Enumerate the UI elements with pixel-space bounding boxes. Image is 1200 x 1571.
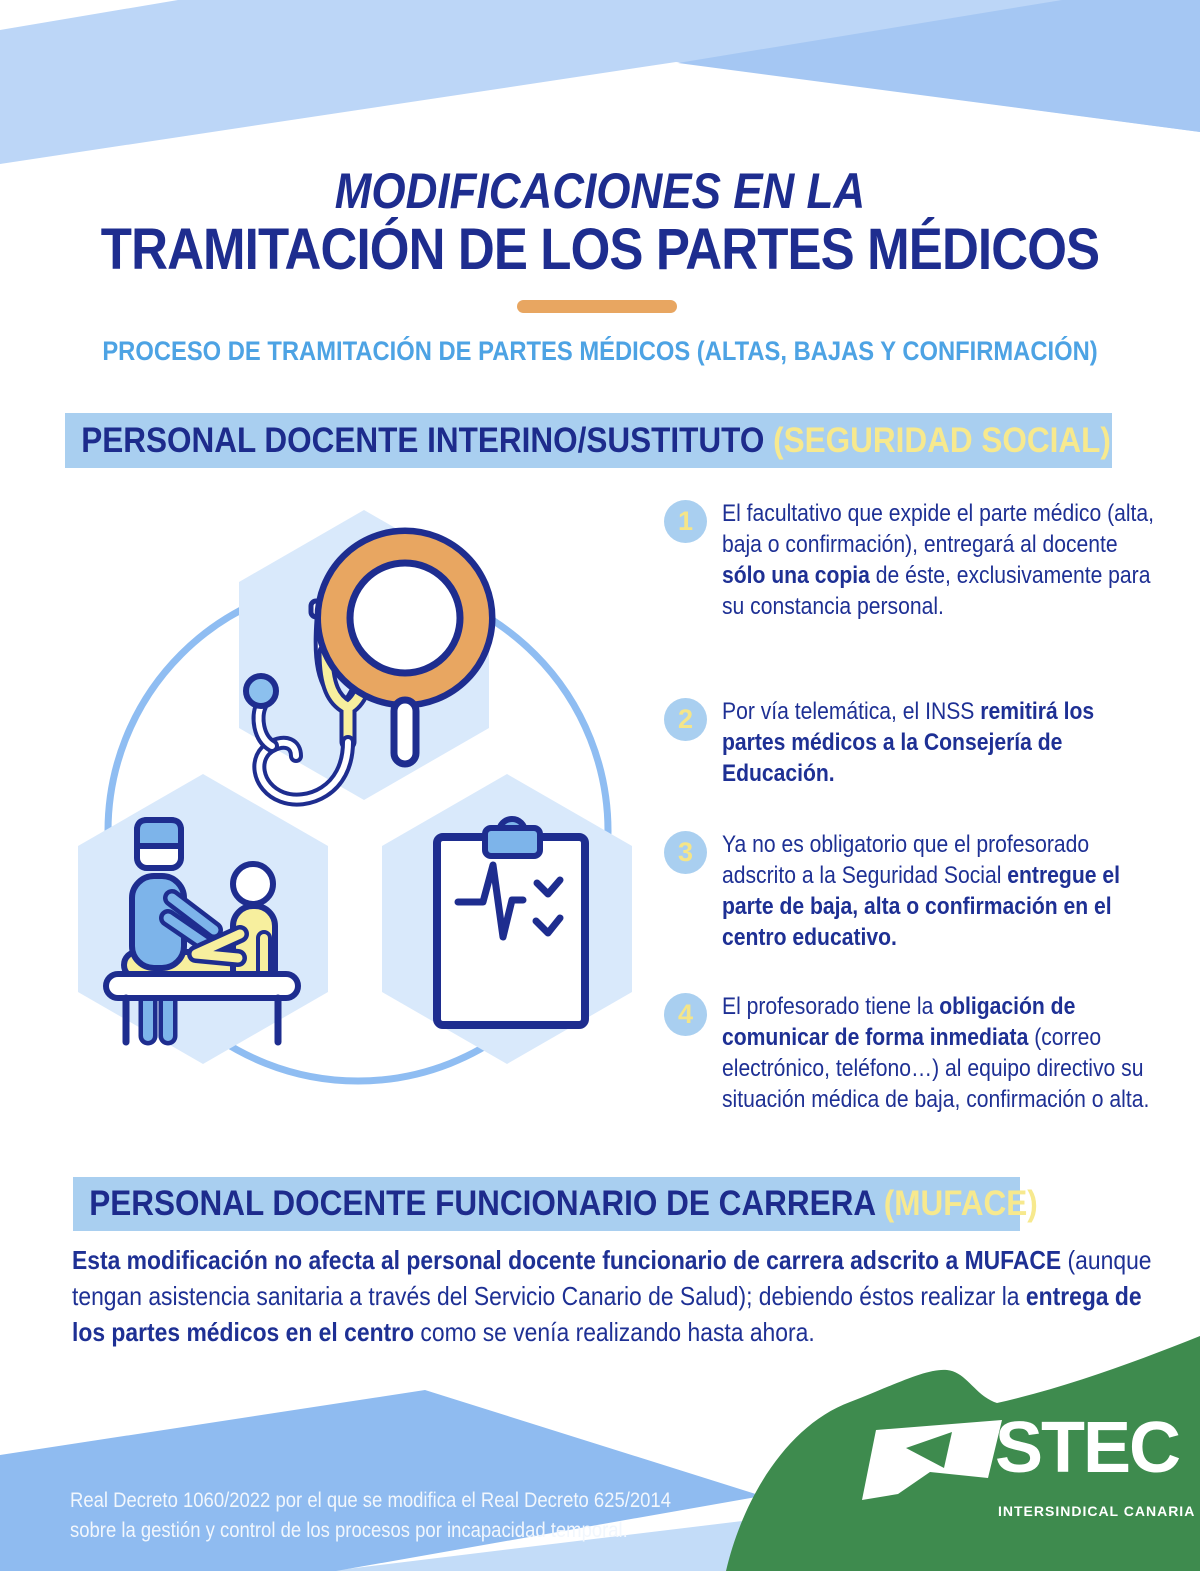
- step-text-2: Por vía telemática, el INSS remitirá los partes médicos a la Consejería de Educación.: [722, 698, 1095, 787]
- medical-process-illustration: [30, 460, 740, 1120]
- step-number-3: 3: [677, 837, 694, 867]
- medical-report-checklist-icon: [437, 819, 585, 1025]
- muface-paragraph: Esta modificación no afecta al personal docente funcionario de carrera adscrito a MUFACE (aunque tengan asistencia sanitaria a través del Servicio Canario de Salud); debiendo éstos realizar la entrega de los partes médicos en el centro como se venía realizando hasta ahora.: [72, 1245, 1152, 1347]
- step-text-3: Ya no es obligatorio que el profesorado adscrito a la Seguridad Social entregue el parte de baja, alta o confirmación en el centro educativo.: [722, 831, 1120, 951]
- step-text-4: El profesorado tiene la obligación de comunicar de forma inmediata (correo electrónico, teléfono…) al equipo directivo su situación médica de baja, confirmación o alta.: [722, 993, 1150, 1113]
- step-badge-1: [664, 500, 707, 543]
- section-header-funcionario-carrera: [73, 1177, 1038, 1231]
- step-badge-4: [664, 993, 707, 1036]
- footer-line2: sobre la gestión y control de los procesos por incapacidad temporal.: [70, 1519, 628, 1542]
- section1-title: PERSONAL DOCENTE INTERINO/SUSTITUTO: [81, 420, 774, 460]
- step-badge-3: [664, 831, 707, 874]
- logo-name: STEC: [995, 1408, 1180, 1488]
- step-number-1: 1: [677, 506, 694, 536]
- section1-title-highlight: (SEGURIDAD SOCIAL): [773, 420, 1111, 460]
- page-subtitle: PROCESO DE TRAMITACIÓN DE PARTES MÉDICOS (ALTAS, BAJAS Y CONFIRMACIÓN): [102, 336, 1098, 366]
- step-text-1: El facultativo que expide el parte médico (alta, baja o confirmación), entregará al docente sólo una copia de éste, exclusivamente para su constancia personal.: [722, 500, 1155, 620]
- page-title-line1: MODIFICACIONES EN LA: [334, 163, 866, 219]
- step-number-2: 2: [677, 704, 694, 734]
- footer-note: [70, 1486, 756, 1546]
- page-title-line2: TRAMITACIÓN DE LOS PARTES MÉDICOS: [100, 217, 1100, 282]
- footer-line1: Real Decreto 1060/2022 por el que se modifica el Real Decreto 625/2014: [70, 1489, 671, 1512]
- logo-subtitle: INTERSINDICAL CANARIA: [998, 1503, 1196, 1519]
- title-divider: [517, 300, 677, 313]
- step-number-4: 4: [677, 999, 694, 1029]
- section2-title: PERSONAL DOCENTE FUNCIONARIO DE CARRERA: [89, 1184, 884, 1223]
- step-badge-2: [664, 698, 707, 741]
- section2-title-highlight: (MUFACE): [883, 1184, 1038, 1223]
